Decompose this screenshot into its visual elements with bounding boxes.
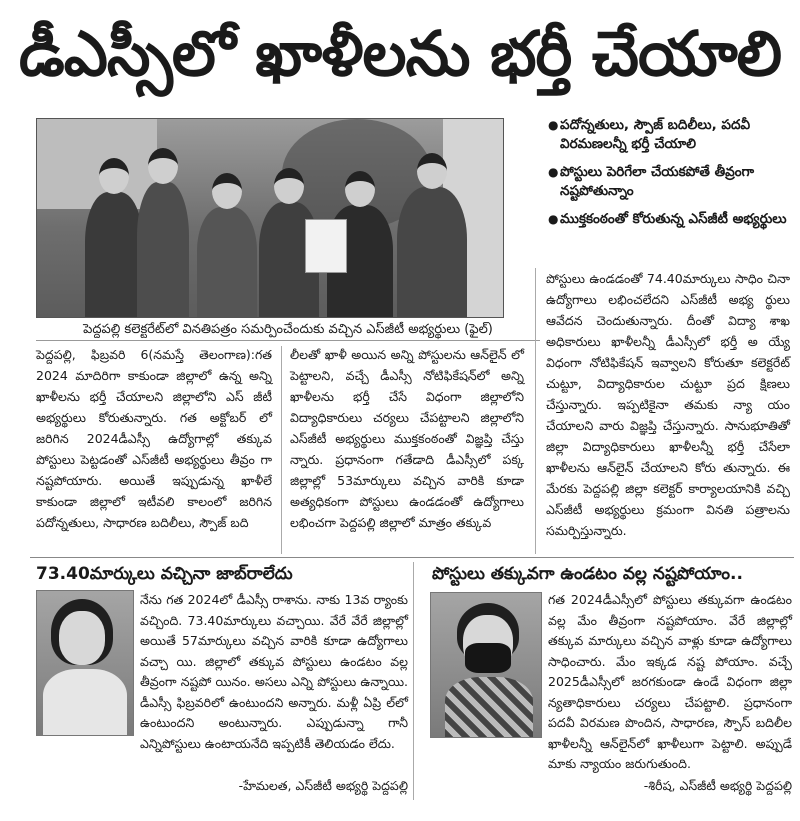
- highlight-item: [548, 116, 792, 154]
- box1-title: 73.40మార్కులు వచ్చినా జాబ్‌రాలేదు: [36, 564, 293, 584]
- petition-paper: [305, 219, 347, 273]
- bullet-dot-icon: ●: [548, 212, 559, 226]
- box2-text-area: [548, 590, 792, 775]
- box2-signature: -శిరీష, ఎస్‌జీటీ అభ్యర్థి పెద్దపల్లి: [643, 778, 792, 793]
- article-column-2: [290, 344, 524, 533]
- person-head: [345, 171, 375, 207]
- person-head: [99, 158, 129, 194]
- headline: డీఎస్సీలో ఖాళీలను భర్తీ చేయాలి: [18, 17, 782, 90]
- highlight-item: [548, 163, 792, 201]
- person-head: [148, 148, 178, 184]
- article-text: లీలతో ఖాళీ అయిన అన్ని పోస్టులను ఆన్‌లైన్ లో పెట్టాలని, వచ్చే డీఎస్సీ నోటిఫికేషన్‌లో అన్ని ఖాళీలను భర్తీ చేసే విధంగా జిల్లాలోని విద్యాధికారులు చర్యలు చేపట్టాలని జిల్లాలోని ఎస్‌జీటీ అభ్యర్థులు ముక్తకంఠంతో విజ్ఞప్తి చేస్తు న్నారు. ప్రధానంగా గతేడాది డీఎస్సీలో పక్క జిల్లాల్లో 53మార్కులు వచ్చిన వారికి కూడా అత్యధికంగా పోస్టులు ఉండడంతో ఉద్యోగాలు లభించగా పెద్దపల్లి జిల్లాలో మాత్రం తక్కువ: [290, 347, 524, 530]
- highlight-text: పోస్టులు పెరిగేలా చేయకపోతే తీవ్రంగా నష్టపోతున్నాం: [560, 164, 755, 199]
- highlights-box: [548, 116, 792, 238]
- person-head: [212, 173, 242, 209]
- portrait-sireesha: [430, 592, 542, 738]
- portrait-body: [445, 677, 533, 737]
- bullet-dot-icon: ●: [548, 165, 559, 179]
- box1-text: నేను గత 2024లో డీఎస్సీ రాశాను. నాకు 13వ ర్యాంకు వచ్చింది. 73.40మార్కులు వచ్చాయి. వేరే వేరే జిల్లాల్లో అయితే 57మార్కులు వచ్చిన వారికి కూడా ఉద్యోగాలు వచ్చా యి. జిల్లాలో తక్కువ పోస్టులు ఉండటం వల్ల తీవ్రంగా నష్టపో యినం. అసలు ఎన్ని పోస్టులు ఉన్నాయి. డీఎస్సీ ఫిబ్రవరిలో ఉంటుందని అన్నారు. మళ్లీ ఏప్రి ల్‌లో ఉంటుందని అంటున్నారు. ఎప్పుడున్నా గానీ ఎన్నిపోస్టులు ఉంటాయనేది ఇప్పటికీ తెలియడం లేదు.: [140, 592, 408, 751]
- column-divider: [535, 268, 536, 554]
- portrait-mask: [465, 643, 511, 673]
- box-divider: [413, 562, 414, 800]
- person-head: [417, 153, 447, 189]
- column-divider: [281, 346, 282, 554]
- article-column-3: [546, 268, 790, 541]
- box2-text: గత 2024డీఎస్సీలో పోస్టులు తక్కువగా ఉండటం వల్ల మేం తీవ్రంగా నష్టపోయాం. వేరే జిల్లాల్లో తక్కువ మార్కులు వచ్చిన వాళ్లు కూడా ఉద్యోగాలు సాధించారు. మేం ఇక్కడ నష్ట పోయాం. వచ్చే 2025డీఎస్సీలో జరగకుండా ఉండే విధంగా జిల్లా న్యతాధికారులు చర్యలు చేపట్టాలి. ప్రధానంగా పదవీ విరమణ పొందిన, సాధారణ, స్పౌస్ బదిలీల ఖాళీలన్నీ ఆన్‌లైన్‌లో ఖాళీలుగా పెట్టాలి. అప్పుడే మాకు న్యాయం జరుగుతుంది.: [548, 592, 792, 771]
- box2-title: పోస్టులు తక్కువగా ఉండటం వల్ల నష్టపోయాం..: [432, 564, 743, 584]
- person-figure: [85, 192, 143, 317]
- highlight-item: [548, 210, 792, 229]
- person-figure: [137, 182, 189, 317]
- highlight-text: పదోన్నతులు, స్పౌజ్ బదిలీలు, పదవీ విరమణలన్నీ భర్తీ చేయాలి: [560, 117, 751, 152]
- section-divider: [30, 557, 794, 558]
- box1-signature: -హేమలత, ఎస్‌జీటీ అభ్యర్థి పెద్దపల్లి: [238, 778, 408, 793]
- person-figure: [397, 187, 467, 317]
- highlight-text: ముక్తకంఠంతో కోరుతున్న ఎస్‌జీటీ అభ్యర్థులు: [560, 211, 787, 227]
- article-column-1: [36, 344, 272, 533]
- portrait-body: [43, 669, 127, 735]
- article-text: పెద్దపల్లి, ఫిబ్రవరి 6(నమస్తే తెలంగాణ):గత 2024 మాదిరిగా కాకుండా జిల్లాలో ఉన్న అన్ని ఖాళీలను భర్తీ చేయాలని జిల్లాలోని ఎస్ జీటీ అభ్యర్థులు కోరుతున్నారు. గత అక్టోబర్ లో జరిగిన 2024డీఎస్సీ ఉద్యోగాల్లో తక్కువ పోస్టులు పెట్టడంతో ఎస్‌జీటీ అభ్యర్థులు తీవ్రం గా నష్టపోయారు. అయితే ఇప్పుడున్న ఖాళీలే కాకుండా జిల్లాలో ఇటీవలి కాలంలో జరిగిన పదోన్నతులు, సాధారణ బదిలీలు, స్పౌజ్ బది: [36, 347, 272, 530]
- group-photo: [36, 118, 504, 318]
- article-text: పోస్టులు ఉండడంతో 74.40మార్కులు సాధిం చినా ఉద్యోగాలు లభించలేదని ఎస్‌జీటీ అభ్య ర్థులు ఆవేదన చెందుతున్నారు. దీంతో విద్యా శాఖ అధికారులు ఖాళీలన్నీ డీఎస్సీలో భర్తీ అ య్యే విధంగా నోటిఫికేషన్ ఇవ్వాలని కోరుతూ కలెక్టరేట్ చుట్టూ, విద్యాధికారుల చుట్టూ ప్రద క్షిణలు చేస్తున్నారు. ఇప్పటికైనా తమకు న్యా యం చేయాలని వారు విజ్ఞప్తి చేస్తున్నారు. సానుభూతితో జిల్లా విద్యాధికారులు ఖాళీలన్నీ భర్తీ చేసేలా ఖాళీలను ఆన్‌లైన్ చేయాలని కోరు తున్నారు. ఈ మేరకు పెద్దపల్లి జిల్లా కలెక్టర్ కార్యాలయానికి వచ్చి ఎస్‌జీటీ అభ్యర్థులు క్రమంగా వినతి పత్రాలను సమర్పిస్తున్నారు.: [546, 271, 790, 538]
- person-figure: [197, 207, 257, 317]
- portrait-face: [59, 611, 105, 665]
- photo-caption: పెద్దపల్లి కలెక్టరేట్‌లో వినతిపత్రం సమర్పించేందుకు వచ్చిన ఎస్‌జీటీ అభ్యర్థులు (ఫైల్): [36, 320, 540, 341]
- box1-text-area: [140, 590, 408, 754]
- bullet-dot-icon: ●: [548, 118, 559, 132]
- portrait-hemalatha: [36, 590, 134, 736]
- person-head: [274, 168, 304, 204]
- building-shape: [37, 119, 157, 209]
